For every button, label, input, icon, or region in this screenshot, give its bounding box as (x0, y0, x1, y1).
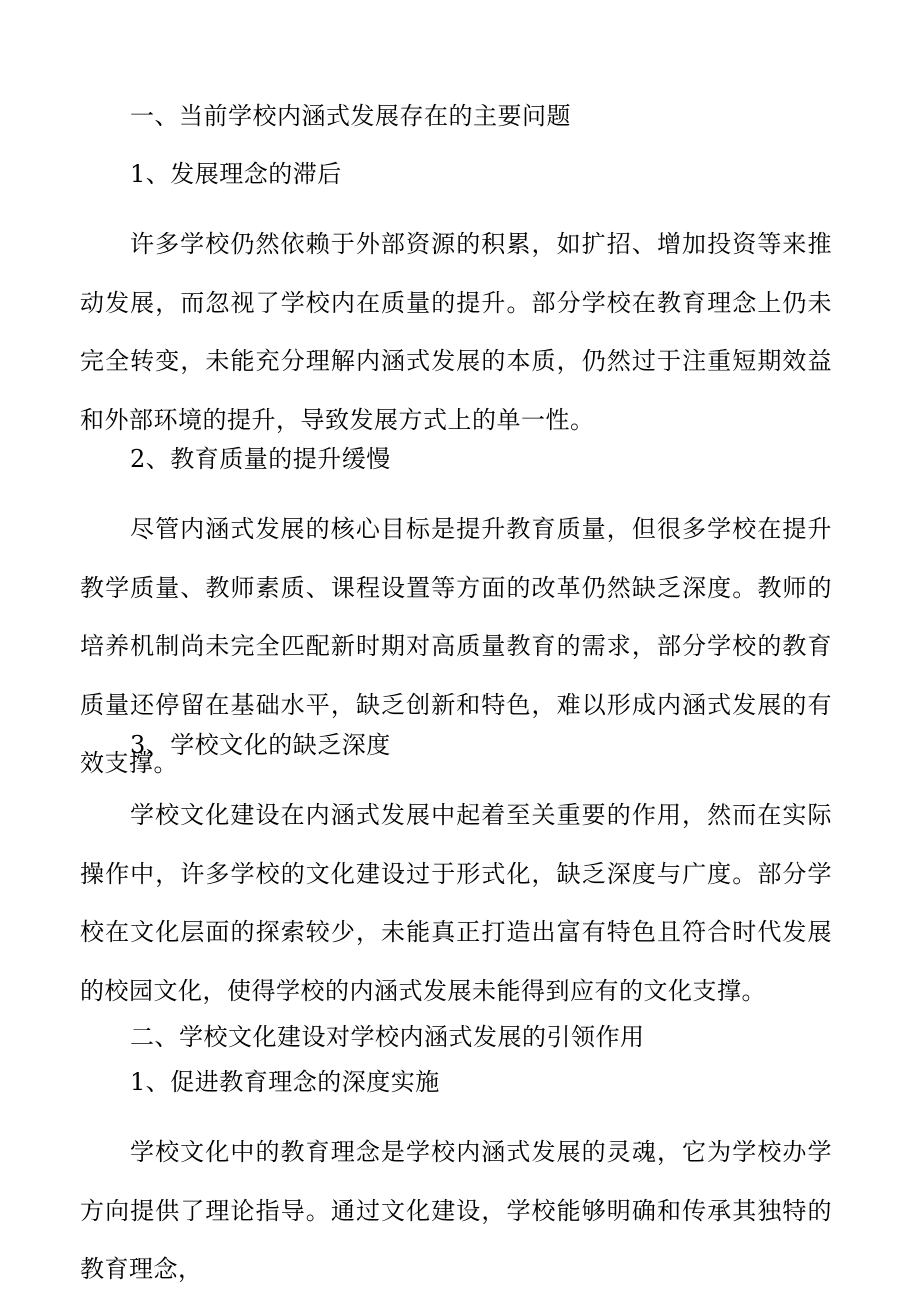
section-1-item-3-title: 3、学校文化的缺乏深度 (130, 731, 391, 759)
section-1-item-3-body: 学校文化建设在内涵式发展中起着至关重要的作用，然而在实际操作中，许多学校的文化建设过于形式化，缺乏深度与广度。部分学校在文化层面的探索较少，未能真正打造出富有特色且符合时代发展的校园文化，使得学校的内涵式发展未能得到应有的文化支撑。 (80, 801, 832, 1005)
section-2-item-1-title: 1、促进教育理念的深度实施 (130, 1068, 440, 1096)
section-1-heading: 一、当前学校内涵式发展存在的主要问题 (130, 102, 571, 130)
section-2-heading: 二、学校文化建设对学校内涵式发展的引领作用 (130, 1023, 645, 1051)
section-1-item-2-title: 2、教育质量的提升缓慢 (130, 445, 391, 473)
section-1-item-2-body: 尽管内涵式发展的核心目标是提升教育质量，但很多学校在提升教学质量、教师素质、课程设置等方面的改革仍然缺乏深度。教师的培养机制尚未完全匹配新时期对高质量教育的需求，部分学校的教育质量还停留在基础水平，缺乏创新和特色，难以形成内涵式发展的有效支撑。 (80, 515, 832, 777)
section-2-item-1-body: 学校文化中的教育理念是学校内涵式发展的灵魂，它为学校办学方向提供了理论指导。通过文化建设，学校能够明确和传承其独特的教育理念， (80, 1138, 832, 1283)
section-1-item-1-body: 许多学校仍然依赖于外部资源的积累，如扩招、增加投资等来推动发展，而忽视了学校内在质量的提升。部分学校在教育理念上仍未完全转变，未能充分理解内涵式发展的本质，仍然过于注重短期效益和外部环境的提升，导致发展方式上的单一性。 (80, 230, 832, 434)
section-1-item-1-title: 1、发展理念的滞后 (130, 160, 342, 188)
